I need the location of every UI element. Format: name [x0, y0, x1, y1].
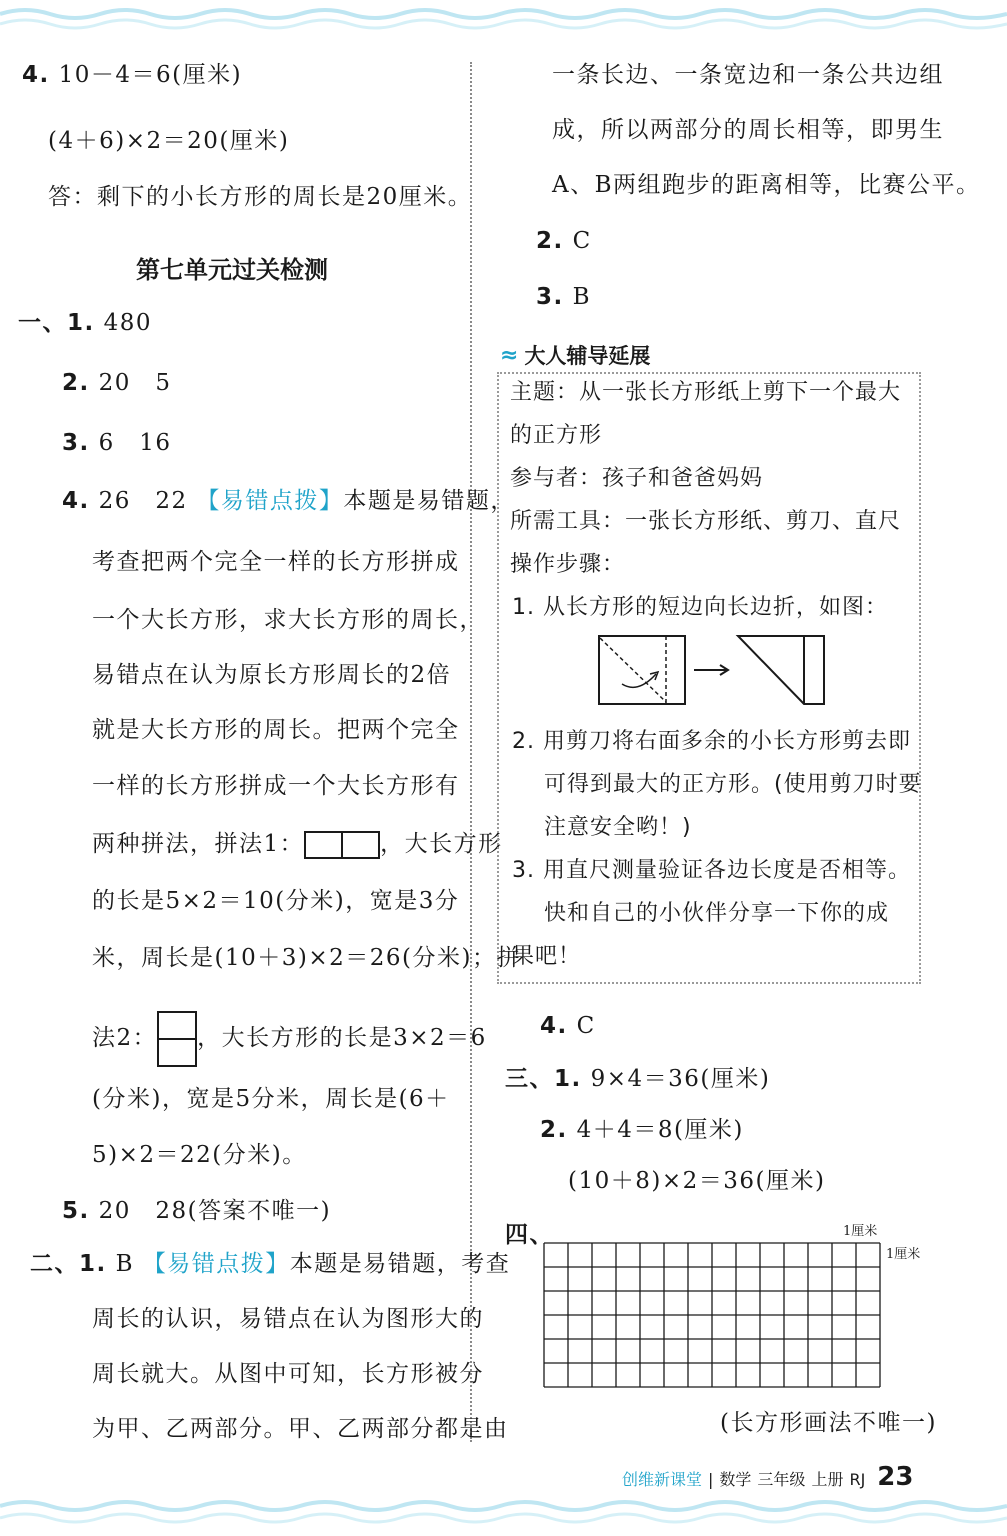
answer-line: 2. 20 5 — [62, 370, 172, 396]
extension-line: 所需工具：一张长方形纸、剪刀、直尺 — [510, 509, 902, 534]
note: (长方形画法不唯一) — [720, 1410, 937, 1436]
answer-line: 4. 10－4＝6(厘米) — [22, 62, 243, 88]
footer-brand: 创维新课堂 — [622, 1470, 703, 1489]
answer-line: 2. C — [536, 228, 592, 254]
page-footer: 创维新课堂 | 数学 三年级 上册 RJ 23 — [622, 1462, 914, 1492]
answer-line: 5. 20 28(答案不唯一) — [62, 1198, 332, 1224]
answer-line: 一、1. 480 — [18, 310, 152, 336]
page-number: 23 — [877, 1462, 914, 1492]
tip-label: 【易错点拨】 — [142, 1251, 290, 1277]
explanation-line: 一个大长方形，求大长方形的周长， — [92, 607, 484, 633]
extension-header: ≈ 大人辅导延展 — [500, 342, 651, 368]
answer-line: 3. B — [536, 284, 591, 310]
extension-line: 可得到最大的正方形。(使用剪刀时要 — [544, 772, 922, 797]
square-grid — [543, 1242, 883, 1390]
answer-line: 4. 26 22 【易错点拨】本题是易错题， — [62, 488, 515, 514]
extension-line: 的正方形 — [510, 423, 603, 448]
footer-volume: 上册 — [811, 1470, 844, 1489]
explanation-line: 周长的认识，易错点在认为图形大的 — [92, 1306, 484, 1332]
layout-2-figure — [157, 1011, 197, 1067]
answer-line: 2. 4＋4＝8(厘米) — [540, 1117, 744, 1143]
explanation-line: 就是大长方形的周长。把两个完全 — [92, 717, 460, 743]
section-title: 第七单元过关检测 — [136, 256, 328, 284]
explanation-line: 两种拼法，拼法1： ，大长方形 — [92, 831, 503, 857]
extension-line: 1. 从长方形的短边向长边折，如图： — [512, 595, 888, 620]
extension-line: 快和自己的小伙伴分享一下你的成 — [544, 901, 890, 926]
column-divider — [470, 62, 472, 1442]
footer-subject: 数学 — [719, 1470, 752, 1489]
explanation-line: 米，周长是(10＋3)×2＝26(分米)；拼 — [92, 945, 521, 971]
answer-line: 二、1. B 【易错点拨】本题是易错题，考查 — [30, 1251, 511, 1277]
explanation-line: 的长是5×2＝10(分米)，宽是3分 — [92, 888, 460, 914]
explanation-line: 5)×2＝22(分米)。 — [92, 1142, 307, 1168]
explanation-line: 周长就大。从图中可知，长方形被分 — [92, 1361, 484, 1387]
explanation-line: 一条长边、一条宽边和一条公共边组 — [552, 62, 944, 88]
folding-diagram — [598, 634, 828, 708]
wave-icon: ≈ — [500, 342, 519, 368]
unit-label-side: 1厘米 — [886, 1247, 921, 1262]
extension-line: 操作步骤： — [510, 552, 626, 577]
explanation-line: 一样的长方形拼成一个大长方形有 — [92, 773, 460, 799]
answer-line: (4＋6)×2＝20(厘米) — [48, 128, 290, 154]
explanation-line: 成，所以两部分的周长相等，即男生 — [552, 117, 944, 143]
extension-line: 果吧！ — [512, 944, 582, 969]
footer-edition: RJ — [849, 1470, 866, 1489]
explanation-line: 法2： ，大长方形的长是3×2＝6 — [92, 1011, 487, 1067]
layout-1-figure — [304, 831, 380, 859]
answer-line: 3. 6 16 — [62, 430, 172, 456]
explanation-line: 易错点在认为原长方形周长的2倍 — [92, 662, 452, 688]
answer-line: 三、1. 9×4＝36(厘米) — [505, 1066, 771, 1092]
unit-label-top: 1厘米 — [843, 1224, 878, 1239]
extension-line: 3. 用直尺测量验证各边长度是否相等。 — [512, 858, 911, 883]
explanation-line: (分米)，宽是5分米，周长是(6＋ — [92, 1086, 450, 1112]
extension-line: 2. 用剪刀将右面多余的小长方形剪去即 — [512, 729, 911, 754]
explanation-line: 为甲、乙两部分。甲、乙两部分都是由 — [92, 1416, 509, 1442]
question-number: 四、 — [505, 1222, 554, 1248]
tip-label: 【易错点拨】 — [196, 488, 344, 514]
top-wave-decoration — [0, 0, 1007, 44]
answer-line: 答：剩下的小长方形的周长是20厘米。 — [48, 184, 473, 210]
extension-line: 参与者：孩子和爸爸妈妈 — [510, 466, 764, 491]
explanation-line: 考查把两个完全一样的长方形拼成 — [92, 549, 460, 575]
explanation-line: A、B两组跑步的距离相等，比赛公平。 — [552, 172, 981, 198]
bottom-wave-decoration — [0, 1490, 1007, 1534]
footer-grade: 三年级 — [757, 1470, 806, 1489]
extension-line: 注意安全哟！) — [544, 815, 692, 840]
answer-line: 4. C — [540, 1013, 596, 1039]
extension-line: 主题：从一张长方形纸上剪下一个最大 — [510, 380, 902, 405]
answer-line: (10＋8)×2＝36(厘米) — [568, 1168, 826, 1194]
